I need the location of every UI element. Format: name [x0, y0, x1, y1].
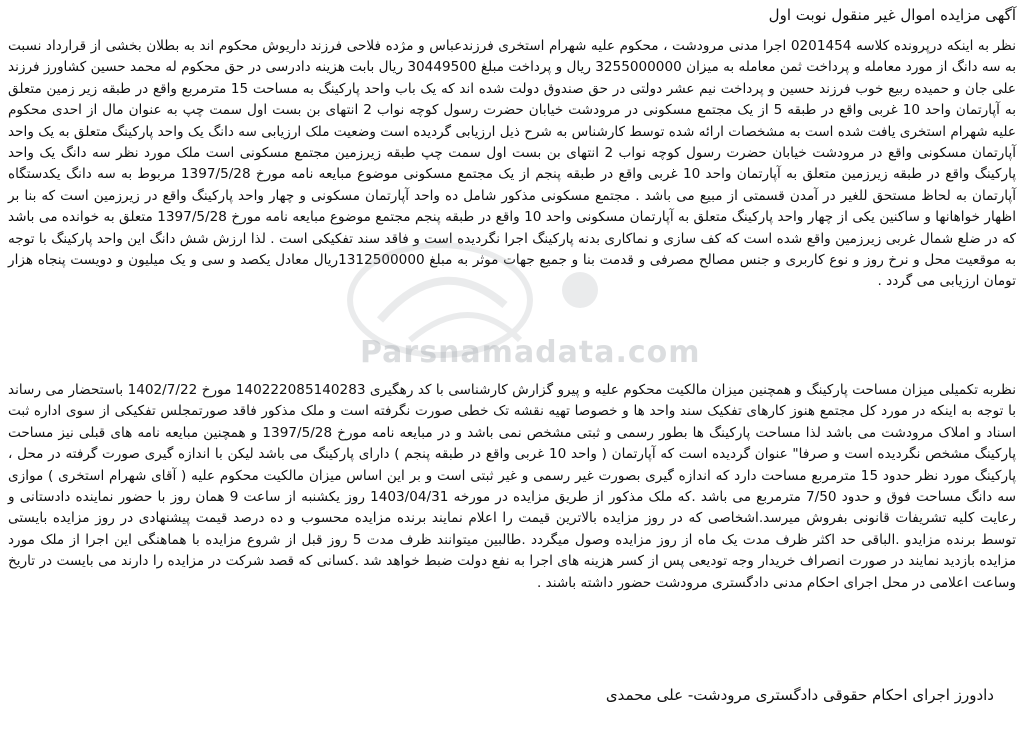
watermark-text: Parsnamadata.com: [360, 335, 701, 370]
notice-paragraph-1: نظر به اینکه درپرونده کلاسه 0201454 اجرا مدنی مرودشت ، محکوم علیه شهرام استخری فرزندعباس و مژده فلاحی فرزند داریوش محکوم اند به بطلان بخشی از قرارداد نسبت به سه دانگ از مورد معامله و پرداخت ثمن معامله به میزان 3255000000 ریال و پرداخت مبلغ 30449500 ریال بابت هزینه دادرسی در حق محکوم له محمد حسین کشاورز فرزند علی جان و حمیده ربیع خوب فرزند حسین و پرداخت نیم عشر دولتی در حق صندوق دولت شده اند که یک باب واحد پارکینگ به مساحت 15 مترمربع واقع در طبقه زیر زمین متعلق به آپارتمان واحد 10 غربی واقع در طبقه 5 از یک مجتمع مسکونی در مرودشت خیابان حضرت رسول کوچه نواب 2 انتهای بن بست اول سمت چپ به عنوان مال از احدی محکوم علیه شهرام استخری یافت شده است به مشخصات ارائه شده توسط کارشناس به شرح ذیل ارزیابی گردیده است وضعیت ملک ارزیابی سه دانگ یک واحد پارکینگ متعلق به یک واحد آپارتمان مسکونی واقع در مرودشت خیابان حضرت رسول کوچه نواب 2 انتهای بن بست اول سمت چپ طبقه زیرزمین مجتمع مسکونی است ملک مورد نظر سه دانگ یک واحد پارکینگ واقع در طبقه زیرزمین متعلق به آپارتمان واحد 10 غربی واقع در طبقه پنجم از یک مجتمع مسکونی موضوع مبایعه نامه مورخ 1397/5/28 مربوط به سه دانگ یکدستگاه آپارتمان به لحاظ مستحق للغیر در آمدن قسمتی از مبیع می باشد . مجتمع مسکونی مذکور شامل ده واحد آپارتمان مسکونی و چهار واحد پارکینگ واقع در زیرزمین است که بنا بر اظهار خواهانها و ساکنین یکی از چهار واحد پارکینگ متعلق به آپارتمان مسکونی واحد 10 واقع در طبقه پنجم مجتمع موضوع مبایعه نامه مورخ 1397/5/28 متعلق به خوانده می باشد که در ضلع شمال غربی زیرزمین واقع شده است که کف سازی و نماکاری بدنه پارکینگ اجرا نگردیده است و فاقد سند تفکیکی است . لذا ارزش شش دانگ این واحد پارکینگ با توجه به موقعیت محل و نرخ روز و نوع کاربری و جنس مصالح مصرفی و قدمت بنا و جمیع جهات موثر به مبلغ 1312500000ریال معادل یکصد و سی و یک میلیون و دویست پنجاه هزار تومان ارزیابی می گردد .: [8, 38, 1017, 290]
notice-signature: دادورز اجرای احکام حقوقی دادگستری مرودشت- علی محمدی: [605, 686, 994, 704]
notice-paragraph-2: نظربه تکمیلی میزان مساحت پارکینگ و همچنین میزان مالکیت محکوم علیه و پیرو گزارش کارشناسی با کد رهگیری 140222085140283 مورخ 1402/7/22 باستحضار می رساند با توجه به اینکه در مورد کل مجتمع هنوز کارهای تفکیک سند واحد ها و خصوصا تهیه نقشه تک خطی صورت نگرفته است و ملک مذکور فاقد صورتمجلس تفکیکی از سوی اداره ثبت اسناد و املاک مرودشت می باشد لذا مساحت پارکینگ ها بطور رسمی و ثبتی مشخص نمی باشد و در مبایعه نامه مورخ 1397/5/28 و همچنین مبایعه نامه های قبلی نیز مساحت پارکینگ مشخص نگردیده است و صرفا" عنوان گردیده است که آپارتمان ( واحد 10 غربی واقع در طبقه پنجم ) دارای پارکینگ می باشد لیکن با اندازه گیری صورت گرفته در محل ، پارکینگ مورد نظر حدود 15 مترمربع مساحت دارد که اندازه گیری بصورت غیر رسمی و غیر ثبتی است و بر این اساس میزان مالکیت محکوم علیه ( آقای شهرام استخری ) موازی سه دانگ مساحت فوق و حدود 7/50 مترمربع می باشد .که ملک مذکور از طریق مزایده در مورخه 1403/04/31 روز یکشنبه از ساعت 9 همان روز با حضور نماینده دادستانی و رعایت کلیه تشریفات قانونی بفروش میرسد.اشخاصی که در روز مزایده بالاترین قیمت را اعلام نمایند برنده مزایده محسوب و ده درصد قیمت پیشنهادی در روز مزایده بایستی توسط برنده مزایدو .الباقی حد اکثر ظرف مدت یک ماه از روز مزایده وصول میگردد .طالبین میتوانند ظرف مدت 5 روز قبل از شروع مزایده با هماهنگی این اجرا از ملک مورد مزایده بازدید نمایند در صورت انصراف خریدار وجه تودیعی پس از کسر هزینه های اجرا به نفع دولت ضبط خواهد شد .کسانی که قصد شرکت در مزایده را دارند می بایست در تاریخ وساعت اعلامی در محل اجرای احکام مدنی دادگستری مرودشت حضور داشته باشند .: [8, 382, 1017, 591]
notice-title: آگهی مزایده اموال غیر منقول نوبت اول: [768, 6, 1016, 24]
